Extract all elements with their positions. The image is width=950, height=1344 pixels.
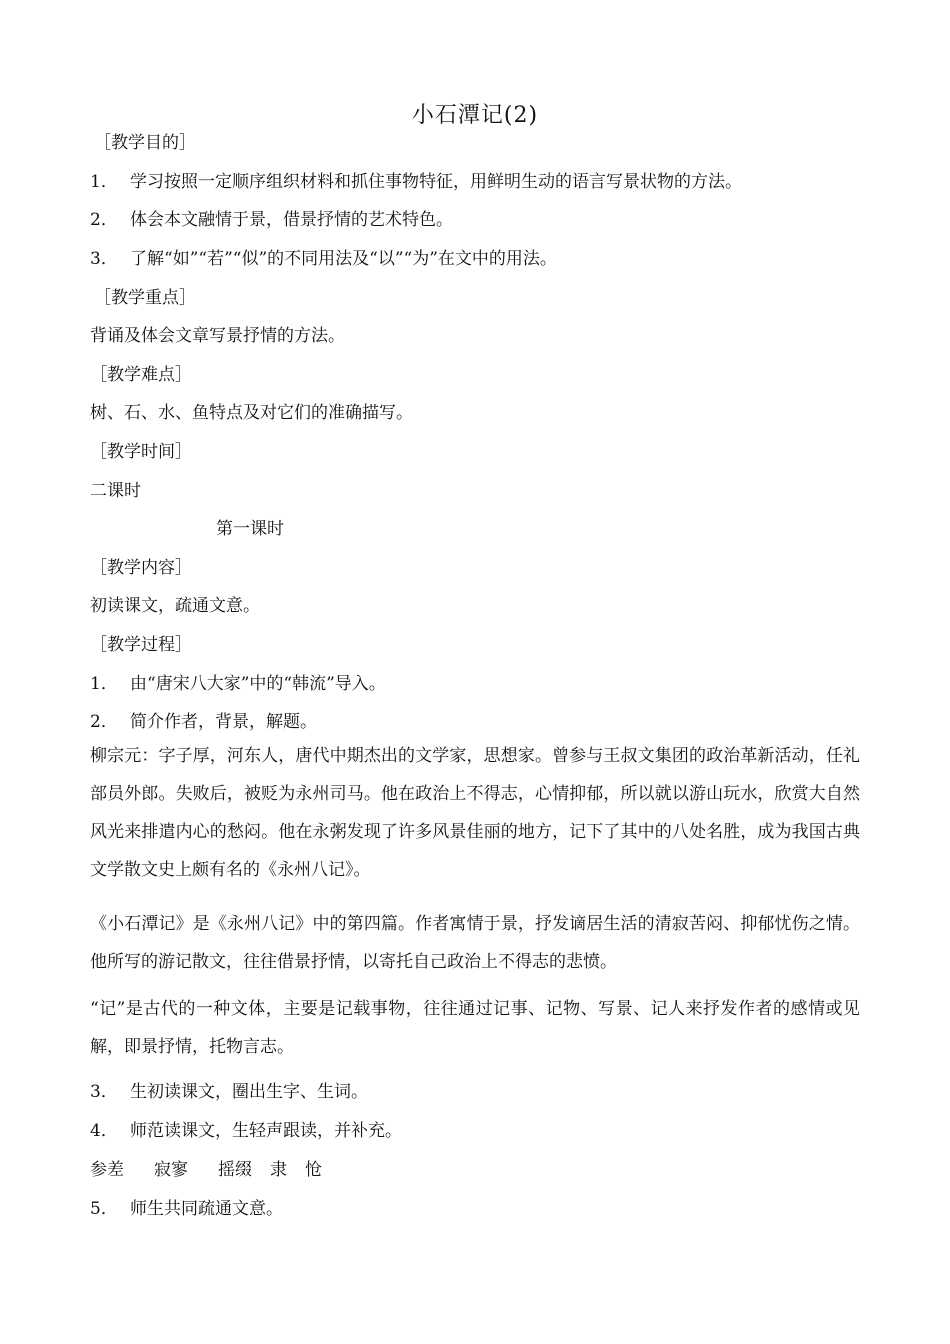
content-header: ［教学内容］ [90,558,192,578]
objective-item-1 [90,167,742,192]
step-number: 3． [90,1082,118,1102]
objective-item-3 [90,244,557,269]
lesson-heading: 第一课时 [216,519,284,539]
author-paragraph: 柳宗元：字子厚，河东人，唐代中期杰出的文学家，思想家。曾参与王叔文集团的政治革新活动，任礼部员外郎。失败后，被贬为永州司马。他在政治上不得志，心情抑郁，所以就以游山玩水，欣赏大自然风光来排遣内心的愁闷。他在永粥发现了许多风景佳丽的地方，记下了其中的八处名胜，成为我国古典文学散文史上颇有名的《永州八记》。 [90,746,860,880]
vocab-word: 摇缀 [218,1160,252,1180]
vocab-word: 寂寥 [154,1160,188,1180]
time-header: ［教学时间］ [90,442,192,462]
page-title: 小石潭记(2) [411,103,539,128]
process-step-1 [90,669,386,694]
vocab-list [90,1155,322,1180]
process-step-2 [90,707,317,732]
process-step-4 [90,1116,402,1141]
objectives-header: ［教学目的］ [94,133,196,153]
step-number: 4． [90,1121,118,1141]
process-header: ［教学过程］ [90,635,192,655]
objective-number: 1． [90,172,118,192]
process-step-5 [90,1194,283,1219]
work-paragraph: 《小石潭记》是《永州八记》中的第四篇。作者寓情于景，抒发谪居生活的清寂苦闷、抑郁忧伤之情。他所写的游记散文，往往借景抒情，以寄托自己政治上不得志的悲愤。 [90,914,860,972]
objective-text: 了解“如”“若”“似”的不同用法及“以”“为”在文中的用法。 [130,249,557,269]
step-text: 简介作者，背景，解题。 [130,712,317,732]
step-number: 1． [90,674,118,694]
vocab-word: 参差 [90,1160,124,1180]
step-text: 师范读课文，生轻声跟读，并补充。 [130,1121,402,1141]
objective-number: 3． [90,249,118,269]
step-text: 师生共同疏通文意。 [130,1199,283,1219]
objective-text: 学习按照一定顺序组织材料和抓住事物特征，用鲜明生动的语言写景状物的方法。 [130,172,742,192]
content-text: 初读课文，疏通文意。 [90,596,260,616]
genre-paragraph: “记”是古代的一种文体，主要是记载事物，往往通过记事、记物、写景、记人来抒发作者的感情或见解，即景抒情，托物言志。 [90,999,860,1057]
vocab-word: 隶 [270,1160,287,1180]
step-number: 2． [90,712,118,732]
step-text: 生初读课文，圈出生字、生词。 [130,1082,368,1102]
objective-text: 体会本文融情于景，借景抒情的艺术特色。 [130,210,453,230]
key-points-header: ［教学重点］ [94,288,196,308]
step-text: 由“唐宋八大家”中的“韩流”导入。 [130,674,386,694]
vocab-word: 怆 [305,1160,322,1180]
objective-item-2 [90,205,453,230]
process-step-3 [90,1077,368,1102]
time-text: 二课时 [90,481,141,501]
key-points-text: 背诵及体会文章写景抒情的方法。 [90,326,345,346]
objective-number: 2． [90,210,118,230]
step-number: 5． [90,1199,118,1219]
difficulties-header: ［教学难点］ [90,365,192,385]
difficulties-text: 树、石、水、鱼特点及对它们的准确描写。 [90,403,413,423]
